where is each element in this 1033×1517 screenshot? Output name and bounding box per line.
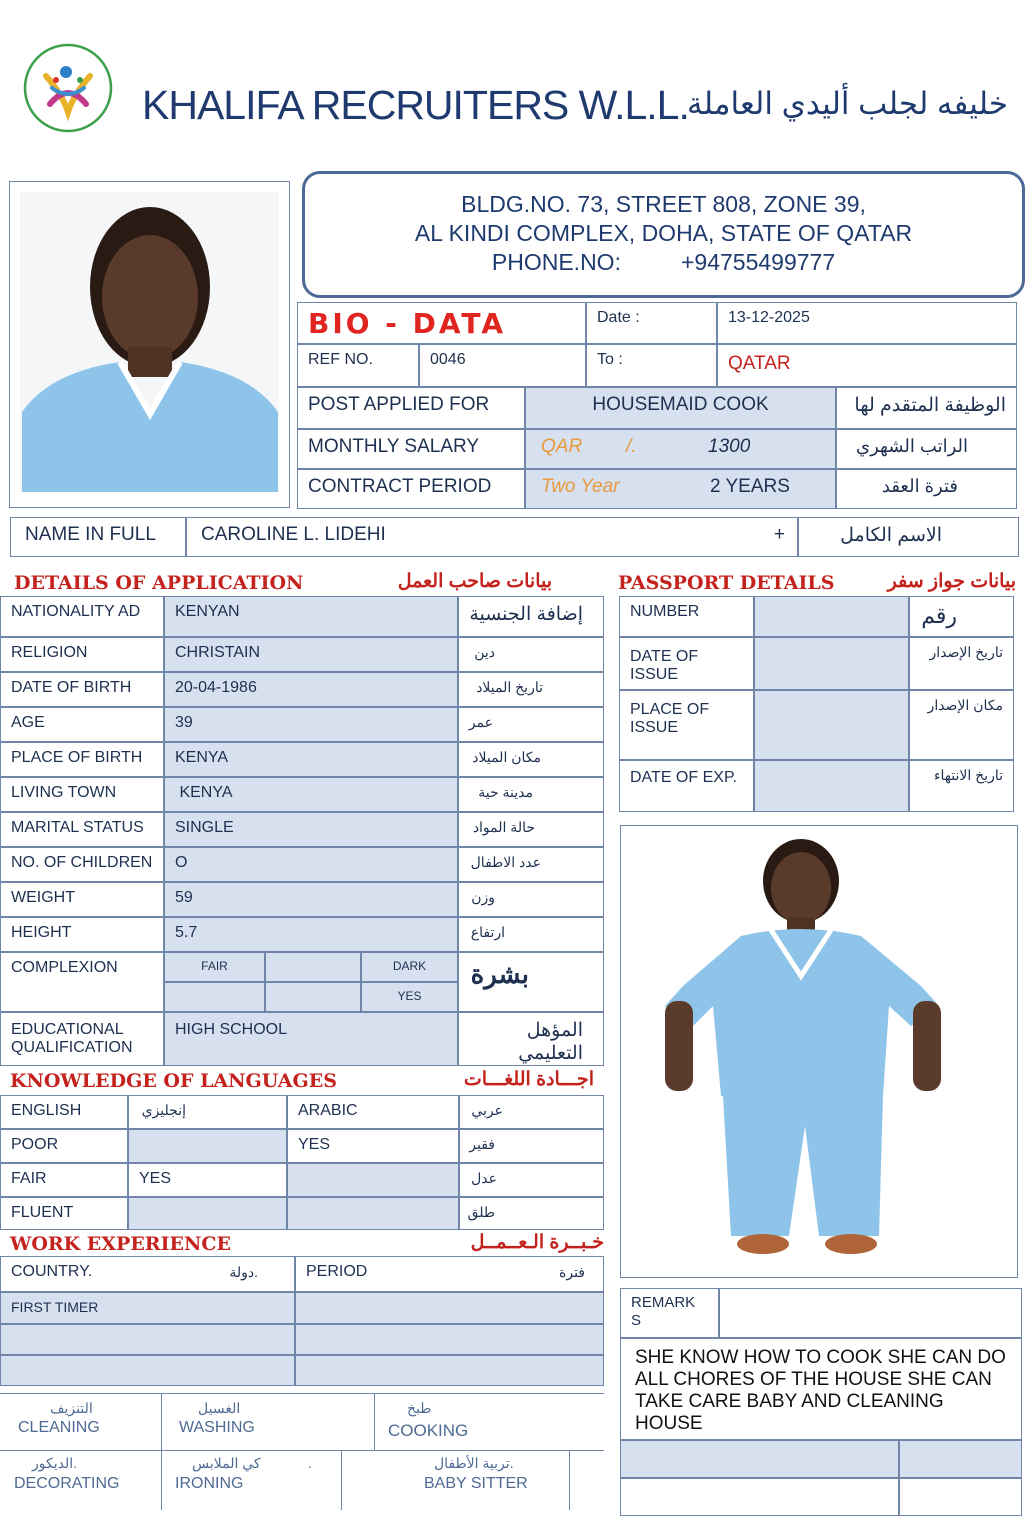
salary-value: 1300 (708, 436, 751, 457)
address-line-1: BLDG.NO. 73, STREET 808, ZONE 39, (461, 191, 866, 217)
app-ar-town: مدينة حية (458, 777, 604, 812)
work-country-label: COUNTRY. دولة. (0, 1256, 295, 1292)
lang-poor-english (128, 1129, 287, 1163)
skill-decorating-label: DECORATING (14, 1475, 120, 1492)
phone-line (305, 248, 1022, 277)
application-heading: DETAILS OF APPLICATION (14, 572, 304, 594)
app-label-children: NO. OF CHILDREN (0, 847, 164, 882)
lang-english: ENGLISH (0, 1095, 128, 1129)
contract-value-cell (525, 469, 836, 509)
contract-hint: Two Year (541, 476, 620, 497)
lang-fluent-ar: طلق (459, 1197, 604, 1230)
passport-issue-place-value (754, 690, 909, 760)
languages-heading: KNOWLEDGE OF LANGUAGES (10, 1070, 337, 1092)
lang-fair-english: YES (128, 1163, 287, 1197)
lang-arabic: ARABIC (287, 1095, 459, 1129)
work-heading-ar: خـبــرة الـعــمــل (470, 1232, 604, 1253)
passport-issue-date-value (754, 637, 909, 690)
app-label-age: AGE (0, 707, 164, 742)
app-value-marital: SINGLE (164, 812, 458, 847)
app-value-town: KENYA (164, 777, 458, 812)
application-table (0, 596, 604, 1066)
address-box (302, 171, 1025, 298)
complexion-dark-value: YES (361, 982, 458, 1012)
passport-issue-date-label: DATE OF ISSUE (619, 637, 754, 690)
work-heading: WORK EXPERIENCE (10, 1233, 231, 1255)
name-value: CAROLINE L. LIDEHI (201, 524, 386, 545)
to-label: To : (586, 344, 717, 387)
app-label-weight: WEIGHT (0, 882, 164, 917)
app-ar-children: عدد الاطفال (458, 847, 604, 882)
lang-english-ar: إنجليزي (128, 1095, 287, 1129)
phone-value: +94755499777 (680, 249, 836, 275)
skills-table (0, 1393, 604, 1509)
passport-number-ar: رقم (909, 596, 1014, 637)
phone-label: PHONE.NO: (491, 249, 621, 275)
skill-cooking (375, 1394, 604, 1451)
app-ar-nationality: إضافة الجنسية (458, 596, 604, 637)
skill-washing-label: WASHING (179, 1419, 255, 1436)
lang-fair-arabic (287, 1163, 459, 1197)
company-name-ar: خليفه لجلب أليدي العاملة (687, 86, 1008, 121)
app-ar-age: عمر (458, 707, 604, 742)
lang-fluent-arabic (287, 1197, 459, 1230)
work-row2-country (0, 1324, 295, 1355)
remarks-row1-b (899, 1440, 1022, 1478)
app-label-dob: DATE OF BIRTH (0, 672, 164, 707)
work-country-ar: دولة. (229, 1264, 258, 1280)
remarks-label: REMARK S (620, 1288, 719, 1338)
date-value: 13-12-2025 (717, 302, 1017, 344)
app-ar-religion: دين (458, 637, 604, 672)
contract-value: 2 YEARS (710, 476, 790, 497)
passport-exp-ar: تاريخ الانتهاء (909, 760, 1014, 812)
lang-fluent: FLUENT (0, 1197, 128, 1230)
complexion-dark: DARK (361, 952, 458, 982)
lang-poor-ar: فقير (459, 1129, 604, 1163)
passport-issue-place-ar: مكان الإصدار (909, 690, 1014, 760)
work-period-ar: فترة (559, 1264, 585, 1280)
skill-cleaning-ar: التنزيف (50, 1400, 93, 1416)
applicant-photo-full (620, 825, 1018, 1278)
applicant-photo-portrait (9, 181, 290, 508)
address-line-2: AL KINDI COMPLEX, DOHA, STATE OF QATAR (414, 220, 913, 246)
education-value: HIGH SCHOOL (164, 1012, 458, 1066)
app-ar-pob: مكان الميلاد (458, 742, 604, 777)
salary-ar: الراتب الشهري (836, 429, 1017, 469)
name-value-cell (186, 517, 798, 557)
app-value-pob: KENYA (164, 742, 458, 777)
skill-ironing-dot: . (308, 1455, 312, 1471)
application-heading-ar: بيانات صاحب العمل (397, 571, 552, 592)
app-ar-weight: وزن (458, 882, 604, 917)
salary-label: MONTHLY SALARY (297, 429, 525, 469)
passport-exp-value (754, 760, 909, 812)
passport-issue-place-label: PLACE OF ISSUE (619, 690, 754, 760)
education-label: EDUCATIONAL QUALIFICATION (0, 1012, 164, 1066)
lang-fair: FAIR (0, 1163, 128, 1197)
work-period-label: PERIOD فترة (295, 1256, 604, 1292)
salary-sep: /. (626, 436, 637, 457)
skill-ironing (162, 1451, 342, 1510)
skill-baby-label: BABY SITTER (424, 1475, 528, 1492)
passport-issue-date-ar: تاريخ الإصدار (909, 637, 1014, 690)
work-row1-period (295, 1292, 604, 1324)
skill-cooking-label: COOKING (388, 1421, 469, 1440)
passport-number-label: NUMBER (619, 596, 754, 637)
app-value-children: O (164, 847, 458, 882)
work-row3-country (0, 1355, 295, 1386)
app-value-age: 39 (164, 707, 458, 742)
complexion-mid (265, 952, 361, 982)
app-label-town: LIVING TOWN (0, 777, 164, 812)
ref-value: 0046 (419, 344, 586, 387)
lang-poor-arabic: YES (287, 1129, 459, 1163)
to-value: QATAR (717, 344, 1017, 387)
languages-heading-ar: اجـــادة اللغـــات (463, 1069, 594, 1090)
contract-label: CONTRACT PERIOD (297, 469, 525, 509)
contract-ar: فترة العقد (836, 469, 1017, 509)
app-label-religion: RELIGION (0, 637, 164, 672)
name-label: NAME IN FULL (10, 517, 186, 557)
passport-heading: PASSPORT DETAILS (618, 572, 835, 594)
lang-fair-ar: عدل (459, 1163, 604, 1197)
skill-baby (342, 1451, 570, 1510)
app-value-weight: 59 (164, 882, 458, 917)
company-logo (22, 42, 114, 134)
app-label-height: HEIGHT (0, 917, 164, 952)
skill-decorating (0, 1451, 162, 1510)
complexion-mid-value (265, 982, 361, 1012)
app-ar-dob: تاريخ الميلاد (458, 672, 604, 707)
skill-cleaning-label: CLEANING (18, 1419, 100, 1436)
post-ar: الوظيفة المتقدم لها (836, 387, 1017, 429)
complexion-ar: بشرة (458, 952, 604, 1012)
remarks-text: SHE KNOW HOW TO COOK SHE CAN DO ALL CHORES OF THE HOUSE SHE CAN TAKE CARE BABY AND CLEANING HOUSE (620, 1338, 1022, 1440)
lang-poor: POOR (0, 1129, 128, 1163)
app-value-nationality: KENYAN (164, 596, 458, 637)
app-label-pob: PLACE OF BIRTH (0, 742, 164, 777)
complexion-label: COMPLEXION (0, 952, 164, 1012)
remarks-row2-b (899, 1478, 1022, 1516)
app-ar-marital: حالة المواد (458, 812, 604, 847)
company-name-en: KHALIFA RECRUITERS W.L.L. (142, 82, 689, 128)
lang-fluent-english (128, 1197, 287, 1230)
app-label-nationality: NATIONALITY AD (0, 596, 164, 637)
lang-arabic-ar: عربي (459, 1095, 604, 1129)
skill-cooking-ar: طبخ (407, 1400, 432, 1416)
remarks-label-filler (719, 1288, 1022, 1338)
skill-washing-ar: الغسيل (198, 1400, 241, 1416)
ref-label: REF NO. (297, 344, 419, 387)
name-label-ar: الاسم الكامل (798, 517, 1019, 557)
salary-value-cell (525, 429, 836, 469)
skill-washing (162, 1394, 375, 1451)
app-ar-height: ارتفاع (458, 917, 604, 952)
bio-data-title: BIO - DATA (297, 302, 586, 344)
app-label-marital: MARITAL STATUS (0, 812, 164, 847)
name-plus: + (773, 524, 785, 545)
skill-baby-ar: تربية الأطفال. (434, 1455, 514, 1471)
work-row3-period (295, 1355, 604, 1386)
remarks-row1-a (620, 1440, 899, 1478)
passport-exp-label: DATE OF EXP. (619, 760, 754, 812)
date-label: Date : (586, 302, 717, 344)
skill-cleaning (0, 1394, 162, 1451)
app-value-religion: CHRISTAIN (164, 637, 458, 672)
post-label: POST APPLIED FOR (297, 387, 525, 429)
skill-ironing-label: IRONING (175, 1475, 244, 1492)
post-value: HOUSEMAID COOK (525, 387, 836, 429)
remarks-row2-a (620, 1478, 899, 1516)
work-first-timer: FIRST TIMER (0, 1292, 295, 1324)
work-row2-period (295, 1324, 604, 1355)
skill-ironing-ar: كي الملابس (192, 1455, 261, 1471)
passport-number-value (754, 596, 909, 637)
complexion-fair: FAIR (164, 952, 265, 982)
app-value-dob: 20-04-1986 (164, 672, 458, 707)
education-ar: المؤهل التعليمي (458, 1012, 604, 1066)
skill-decorating-ar: الديكور. (32, 1455, 78, 1471)
complexion-fair-value (164, 982, 265, 1012)
passport-heading-ar: بيانات جواز سفر (887, 571, 1016, 592)
app-value-height: 5.7 (164, 917, 458, 952)
salary-currency: QAR (541, 436, 583, 457)
